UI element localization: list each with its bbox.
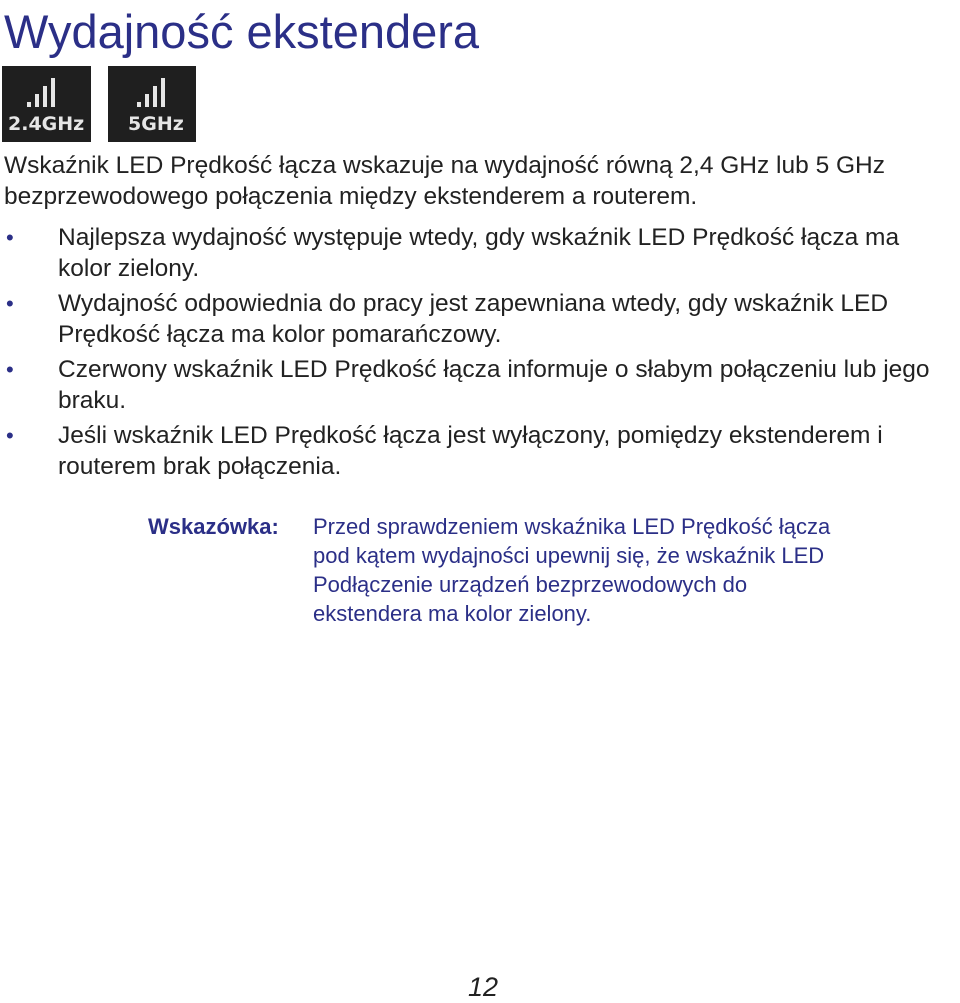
- bullet-icon: •: [6, 225, 14, 250]
- signal-bars-icon: [108, 66, 196, 142]
- bullet-text: Czerwony wskaźnik LED Prędkość łącza informuje o słabym połączeniu lub jego braku.: [58, 356, 930, 414]
- list-item: [0, 420, 958, 482]
- led-2-4ghz-tile: [2, 66, 91, 142]
- signal-bars-icon: [2, 66, 91, 142]
- bullet-list: [0, 222, 960, 486]
- page-title: Wydajność ekstendera: [4, 5, 480, 58]
- bullet-icon: •: [6, 423, 14, 448]
- intro-paragraph: Wskaźnik LED Prędkość łącza wskazuje na wydajność równą 2,4 GHz lub 5 GHz bezprzewodowego połączenia między ekstenderem a routerem.: [4, 152, 885, 210]
- led-5ghz-tile: [108, 66, 196, 142]
- page-number: 12: [468, 972, 499, 1002]
- tip-label: Wskazówka:: [148, 514, 279, 539]
- list-item: [0, 288, 958, 350]
- bullet-icon: •: [6, 291, 14, 316]
- led-5ghz-label: 5GHz: [128, 113, 184, 135]
- led-2-4ghz-label: 2.4GHz: [8, 113, 85, 135]
- bullet-text: Najlepsza wydajność występuje wtedy, gdy wskaźnik LED Prędkość łącza ma kolor zielony.: [58, 224, 900, 282]
- bullet-text: Jeśli wskaźnik LED Prędkość łącza jest wyłączony, pomiędzy ekstenderem i routerem brak połączenia.: [58, 422, 883, 480]
- list-item: [0, 354, 958, 416]
- bullet-text: Wydajność odpowiednia do pracy jest zapewniana wtedy, gdy wskaźnik LED Prędkość łącza ma kolor pomarańczowy.: [58, 290, 889, 348]
- tip-text: Przed sprawdzeniem wskaźnika LED Prędkość łącza pod kątem wydajności upewnij się, że wskaźnik LED Podłączenie urządzeń bezprzewodowych do ekstendera ma kolor zielony.: [313, 514, 831, 626]
- bullet-icon: •: [6, 357, 14, 382]
- list-item: [0, 222, 958, 284]
